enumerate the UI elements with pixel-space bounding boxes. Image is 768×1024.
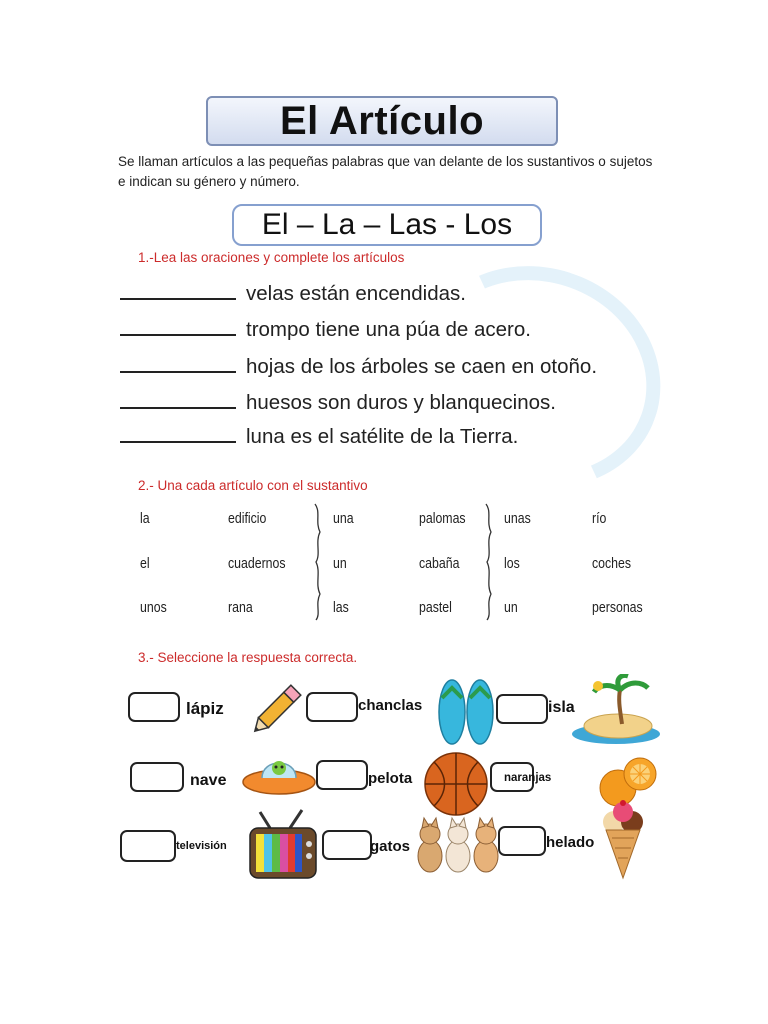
answer-box[interactable] <box>306 692 358 722</box>
sentence-text: hojas de los árboles se caen en otoño. <box>246 355 598 378</box>
noun-word[interactable]: palomas <box>419 511 466 527</box>
cats-icon <box>414 816 504 876</box>
item-label: isla <box>548 699 575 716</box>
articles-list: El – La – Las - Los <box>261 208 513 241</box>
article-word[interactable]: unas <box>504 511 531 527</box>
item-label: televisión <box>176 840 227 852</box>
page-title: El Artículo <box>279 98 485 143</box>
brace-divider <box>484 502 494 622</box>
sentence-row <box>120 276 466 306</box>
noun-word[interactable]: cabaña <box>419 556 460 572</box>
pencil-icon <box>250 674 312 736</box>
sentence-text: luna es el satélite de la Tierra. <box>246 425 519 448</box>
brace-divider <box>313 502 323 622</box>
answer-blank[interactable] <box>120 333 236 336</box>
answer-box[interactable] <box>120 830 176 862</box>
matching-exercise <box>140 506 660 624</box>
title-banner <box>206 96 558 146</box>
noun-word[interactable]: personas <box>592 600 643 616</box>
noun-word[interactable]: edificio <box>228 511 267 527</box>
article-word[interactable]: una <box>333 511 354 527</box>
ball-icon <box>422 750 490 818</box>
item-label: gatos <box>370 838 411 855</box>
answer-blank[interactable] <box>120 440 236 443</box>
noun-word[interactable]: pastel <box>419 600 452 616</box>
answer-box[interactable] <box>498 826 546 856</box>
item-label: nave <box>190 772 227 789</box>
article-word[interactable]: un <box>504 600 518 616</box>
answer-blank[interactable] <box>120 297 236 300</box>
sentence-text: velas están encendidas. <box>246 282 466 305</box>
article-word[interactable]: unos <box>140 600 167 616</box>
noun-word[interactable]: rana <box>228 600 253 616</box>
article-word[interactable]: la <box>140 511 150 527</box>
flip-flops-icon <box>434 676 498 748</box>
section3-heading: 3.- Seleccione la respuesta correcta. <box>138 650 358 665</box>
intro-text: Se llaman artículos a las pequeñas palabras que van delante de los sustantivos o sujetos e indican su género y número. <box>118 154 653 189</box>
spaceship-icon <box>240 740 318 806</box>
sentence-row <box>120 312 531 342</box>
answer-box[interactable] <box>130 762 184 792</box>
item-label: chanclas <box>358 697 423 714</box>
noun-word[interactable]: río <box>592 511 607 527</box>
noun-word[interactable]: cuadernos <box>228 556 286 572</box>
sentence-row <box>120 349 597 379</box>
answer-blank[interactable] <box>120 406 236 409</box>
sentence-row <box>120 419 518 449</box>
article-word[interactable]: los <box>504 556 520 572</box>
section2-heading: 2.- Una cada artículo con el sustantivo <box>138 478 368 493</box>
item-label: lápiz <box>186 699 224 718</box>
article-word[interactable]: el <box>140 556 150 572</box>
answer-blank[interactable] <box>120 370 236 373</box>
sentence-row <box>120 385 556 415</box>
selection-exercise <box>118 672 663 884</box>
noun-word[interactable]: coches <box>592 556 632 572</box>
answer-box[interactable] <box>128 692 180 722</box>
answer-box[interactable] <box>316 760 368 790</box>
answer-box[interactable] <box>322 830 372 860</box>
television-icon <box>246 808 320 882</box>
item-label: naranjas <box>504 772 552 784</box>
sentence-text: trompo tiene una púa de acero. <box>246 318 531 341</box>
article-word[interactable]: un <box>333 556 347 572</box>
articles-banner <box>232 204 542 246</box>
sentence-text: huesos son duros y blanquecinos. <box>246 391 556 414</box>
island-icon <box>568 674 662 746</box>
ice-cream-icon <box>600 800 646 880</box>
answer-box[interactable] <box>496 694 548 724</box>
item-label: helado <box>546 834 595 851</box>
item-label: pelota <box>368 770 413 787</box>
section1-heading: 1.-Lea las oraciones y complete los artículos <box>138 250 405 265</box>
article-word[interactable]: las <box>333 600 349 616</box>
